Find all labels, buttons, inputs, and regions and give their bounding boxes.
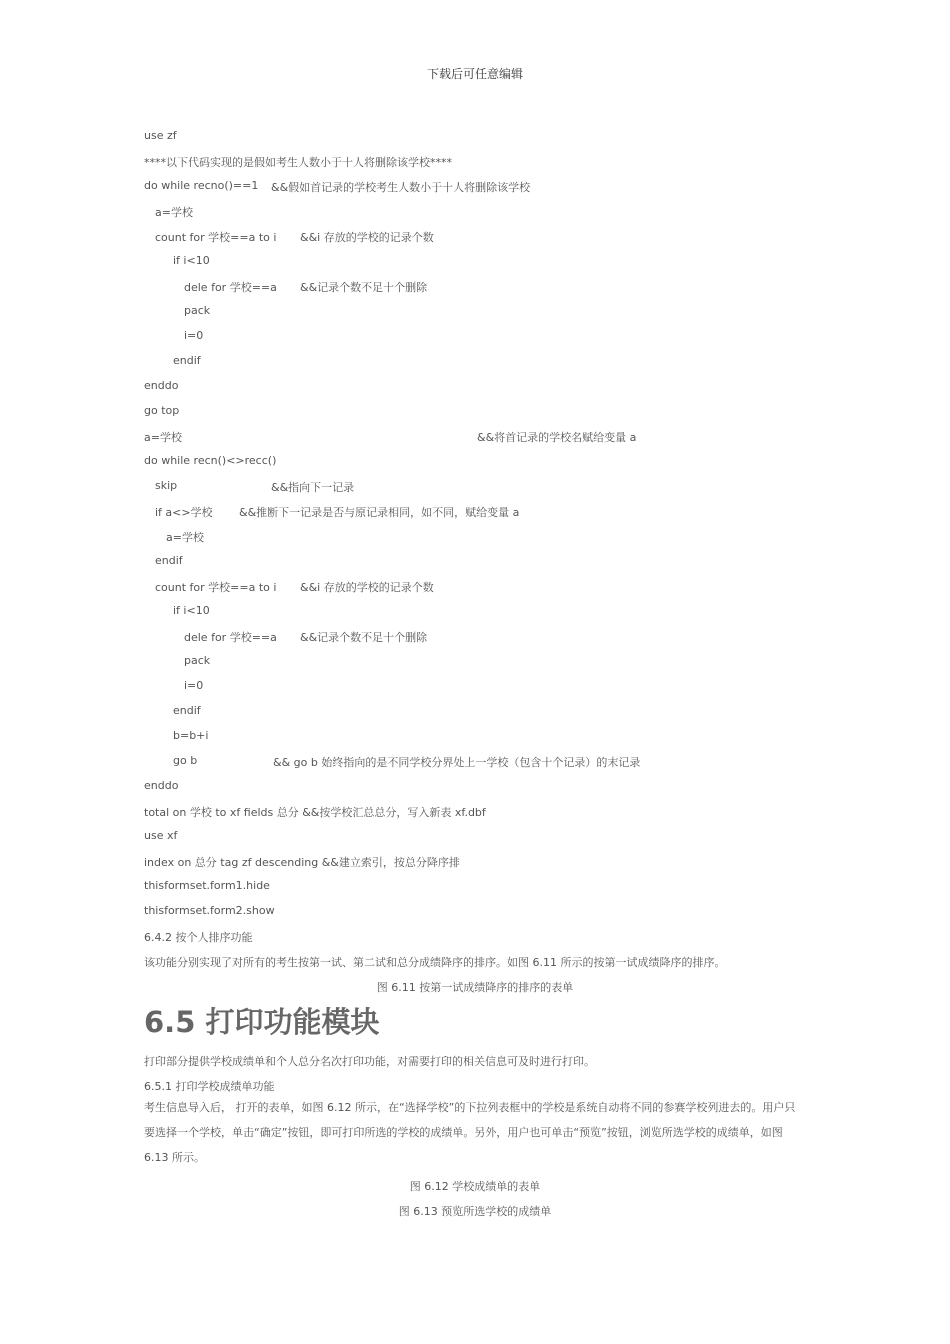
code-text: do while recno()==1 — [144, 179, 259, 192]
code-line: pack — [184, 654, 211, 667]
code-line: total on 学校 to xf fields 总分 &&按学校汇总总分，写入新表 xf.dbf — [144, 806, 486, 819]
code-text: dele for 学校==a — [184, 281, 277, 294]
code-comment: &&记录个数不足十个删除 — [300, 631, 428, 644]
code-comment: &&指向下一记录 — [271, 481, 355, 494]
figure-caption-6-13: 图 6.13 预览所选学校的成绩单 — [398, 1205, 552, 1218]
code-text: count for 学校==a to i — [155, 581, 277, 594]
code-text: skip — [155, 479, 178, 492]
code-text: count for 学校==a to i — [155, 231, 277, 244]
code-line: use xf — [144, 829, 178, 842]
code-line: if i<10 — [173, 604, 210, 617]
code-line: endif — [155, 554, 183, 567]
section-6-5-1-title: 6.5.1 打印学校成绩单功能 — [144, 1080, 275, 1093]
section-6-4-2-title: 6.4.2 按个人排序功能 — [144, 931, 253, 944]
code-line: enddo — [144, 379, 179, 392]
code-text: go b — [173, 754, 198, 767]
code-line: go top — [144, 404, 180, 417]
section-6-5-heading: 6.5 打印功能模块 — [144, 1005, 380, 1039]
figure-caption-6-12: 图 6.12 学校成绩单的表单 — [409, 1180, 541, 1193]
code-line: b=b+i — [173, 729, 209, 742]
code-line: thisformset.form2.show — [144, 904, 275, 917]
code-line: pack — [184, 304, 211, 317]
section-6-5-1-body: 考生信息导入后， 打开的表单，如图 6.12 所示，在“选择学校”的下拉列表框中的学校是系统自动将不同的参赛学校列进去的。用户只要选择一个学校，单击“确定”按钮，即可打印所选的学校的成绩单。另外，用户也可单击“预览”按钮，浏览所选学校的成绩单，如图 6.13 所示。 — [144, 1101, 796, 1164]
figure-caption-6-11: 图 6.11 按第一试成绩降序的排序的表单 — [376, 981, 574, 994]
code-comment: && go b 始终指向的是不同学校分界处上一学校（包含十个记录）的末记录 — [273, 756, 641, 769]
code-text: a=学校 — [144, 431, 182, 444]
code-line: a=学校 — [155, 206, 193, 219]
code-line: thisformset.form1.hide — [144, 879, 270, 892]
page-header: 下载后可任意编辑 — [426, 67, 523, 81]
section-6-4-2-body: 该功能分别实现了对所有的考生按第一试、第二试和总分成绩降序的排序。如图 6.11 所示的按第一试成绩降序的排序。 — [144, 956, 726, 969]
code-comment: &&将首记录的学校名赋给变量 a — [477, 431, 637, 444]
code-line: endif — [173, 354, 201, 367]
section-6-5-intro: 打印部分提供学校成绩单和个人总分名次打印功能，对需要打印的相关信息可及时进行打印。 — [144, 1055, 595, 1068]
code-line: enddo — [144, 779, 179, 792]
code-text: dele for 学校==a — [184, 631, 277, 644]
code-line: use zf — [144, 129, 177, 142]
code-comment: &&记录个数不足十个删除 — [300, 281, 428, 294]
code-comment: &&推断下一记录是否与原记录相同，如不同，赋给变量 a — [239, 506, 520, 519]
code-line: do while recn()<>recc() — [144, 454, 277, 467]
code-line: a=学校 — [166, 531, 204, 544]
code-text: if a<>学校 — [155, 506, 213, 519]
code-line: if i<10 — [173, 254, 210, 267]
code-line: i=0 — [184, 329, 204, 342]
code-line: endif — [173, 704, 201, 717]
code-line: i=0 — [184, 679, 204, 692]
code-comment: &&假如首记录的学校考生人数小于十人将删除该学校 — [271, 181, 531, 194]
code-line: index on 总分 tag zf descending &&建立索引，按总分降序排 — [144, 856, 460, 869]
code-comment: &&i 存放的学校的记录个数 — [300, 231, 434, 244]
code-comment-line: ****以下代码实现的是假如考生人数小于十人将删除该学校**** — [144, 156, 452, 169]
code-comment: &&i 存放的学校的记录个数 — [300, 581, 434, 594]
